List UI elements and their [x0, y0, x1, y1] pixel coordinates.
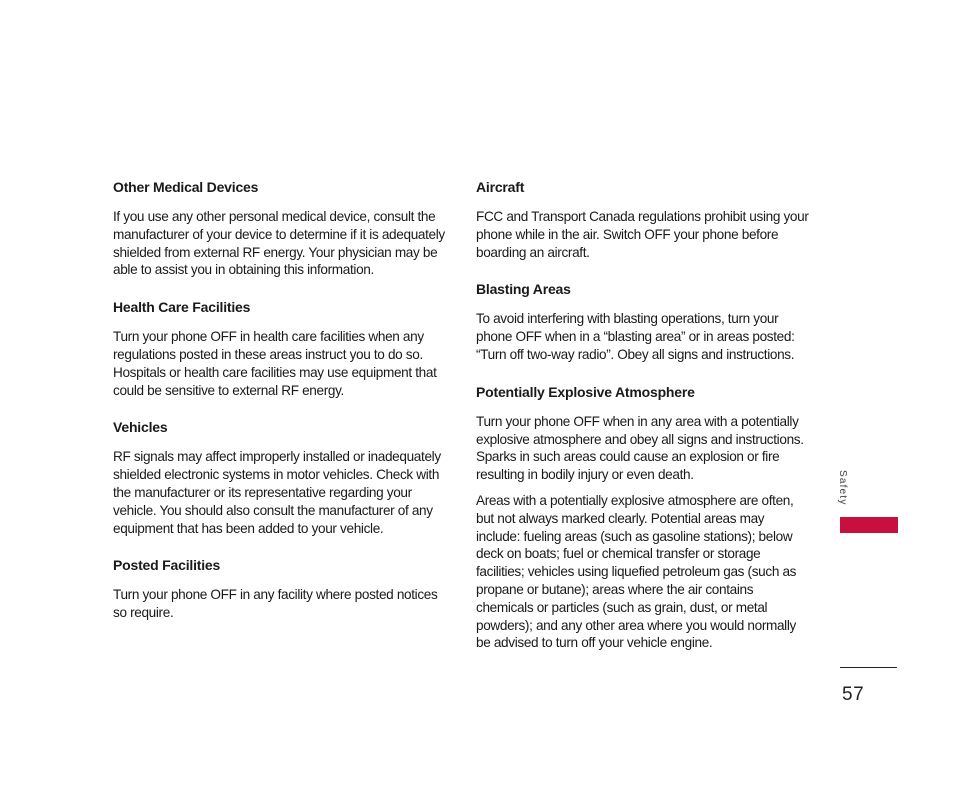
right-column [476, 178, 811, 671]
footer-rule [840, 667, 897, 668]
section-paragraph: Areas with a potentially explosive atmosphere are often, but not always marked clearly. Potential areas may include: fueling areas (such as gasoline stations); below deck on boats; fuel or chemical transfer or storage facilities; vehicles using liquefied petroleum gas (such as propane or butane); areas where the air contains chemicals or particles (such as grain, dust, or metal powders); and any other area where you would normally be advised to turn off your vehicle engine. [476, 492, 797, 651]
section-heading: Blasting Areas [476, 281, 571, 298]
side-tab-label: Safety [837, 470, 848, 506]
left-column [113, 178, 448, 641]
section-paragraph: Turn your phone OFF when in any area with a potentially explosive atmosphere and obey all signs and instructions. Sparks in such areas could cause an explosion or fire resulting in bodily injury or even death. [476, 413, 804, 483]
section-paragraph: Turn your phone OFF in health care facilities when any regulations posted in these areas instruct you to do so. Hospitals or health care facilities may use equipment that could be sensitive to external RF energy. [113, 329, 437, 398]
section-potentially-explosive-atmosphere [476, 383, 811, 652]
section-vehicles [113, 418, 448, 537]
section-posted-facilities [113, 556, 448, 622]
side-tab-marker [840, 517, 898, 533]
section-other-medical-devices [113, 178, 448, 279]
page-number: 57 [842, 684, 865, 705]
section-heading: Vehicles [113, 419, 168, 436]
section-heading: Other Medical Devices [113, 179, 259, 195]
section-heading: Aircraft [476, 179, 525, 195]
section-paragraph: Turn your phone OFF in any facility where posted notices so require. [113, 587, 438, 621]
section-aircraft [476, 178, 811, 261]
section-blasting-areas [476, 280, 811, 363]
section-paragraph: FCC and Transport Canada regulations prohibit using your phone while in the air. Switch OFF your phone before boarding an aircraft. [476, 209, 809, 260]
section-heading: Health Care Facilities [113, 299, 251, 316]
section-paragraph: To avoid interfering with blasting operations, turn your phone OFF when in a “blasting area” or in areas posted: “Turn off two-way radio”. Obey all signs and instructions. [476, 311, 795, 362]
section-health-care-facilities [113, 298, 448, 399]
section-paragraph: RF signals may affect improperly installed or inadequately shielded electronic systems in motor vehicles. Check with the manufacturer or its representative regarding your vehicle. You should also consult the manufacturer of any equipment that has been added to your vehicle. [113, 449, 441, 536]
section-heading: Potentially Explosive Atmosphere [476, 383, 695, 400]
section-paragraph: If you use any other personal medical device, consult the manufacturer of your device to determine if it is adequately shielded from external RF energy. Your physician may be able to assist you in obtaining this information. [113, 209, 445, 278]
section-heading: Posted Facilities [113, 557, 221, 574]
